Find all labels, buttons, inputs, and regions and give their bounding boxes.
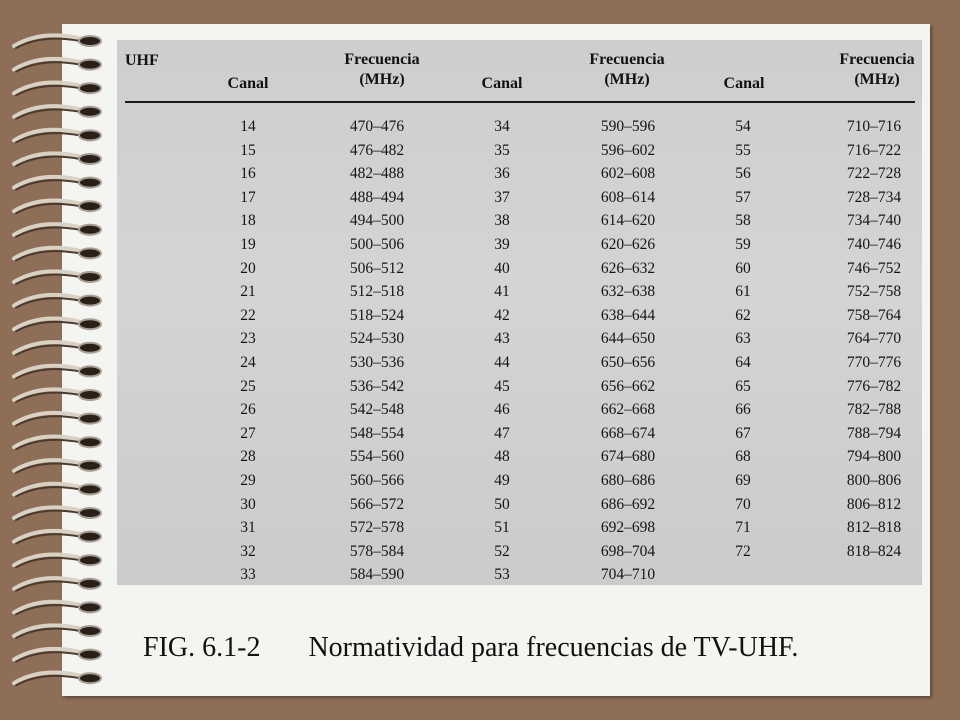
channel-cell: 66 <box>735 401 751 419</box>
channel-cell: 35 <box>494 141 510 159</box>
channel-cell: 30 <box>240 495 256 513</box>
frequency-cell: 476–482 <box>349 141 405 159</box>
channel-cell: 23 <box>240 330 256 348</box>
frequency-cell: 488–494 <box>349 188 405 206</box>
channel-cell: 65 <box>735 377 751 395</box>
frequency-cell: 668–674 <box>600 424 656 442</box>
spiral-coil <box>14 507 101 520</box>
frequency-cell: 644–650 <box>600 330 656 348</box>
frequency-cell: 776–782 <box>846 377 902 395</box>
spiral-coil <box>14 83 101 96</box>
channel-cell: 55 <box>735 141 751 159</box>
spiral-coil <box>14 153 101 166</box>
frequency-cell: 566–572 <box>349 495 405 513</box>
header-frecuencia-label: Frecuencia <box>344 51 420 68</box>
channel-cell: 28 <box>240 448 256 466</box>
frequency-cell: 710–716 <box>846 118 902 135</box>
frequency-cell: 506–512 <box>349 259 405 277</box>
spiral-coil <box>14 389 101 402</box>
frequency-cell: 662–668 <box>600 401 656 419</box>
spiral-coil <box>14 673 101 686</box>
channel-cell: 52 <box>494 542 510 560</box>
channel-cell: 22 <box>240 306 256 324</box>
channel-cell: 21 <box>240 283 256 301</box>
frequency-cell: 524–530 <box>349 330 405 348</box>
channel-cell: 63 <box>735 330 751 348</box>
frequency-cell: 512–518 <box>349 283 405 301</box>
channel-cell: 61 <box>735 283 751 301</box>
frequency-cell: 800–806 <box>846 471 902 489</box>
frequency-cell: 692–698 <box>600 519 656 537</box>
spiral-coil <box>14 130 101 143</box>
frequency-cell: 626–632 <box>600 259 656 277</box>
channel-cell: 43 <box>494 330 510 348</box>
channel-cell: 27 <box>240 424 256 442</box>
spiral-coil <box>14 106 101 119</box>
frequency-cell: 812–818 <box>846 519 902 537</box>
channel-cell: 36 <box>494 165 510 183</box>
channel-cell: 68 <box>735 448 751 466</box>
frequency-cell: 578–584 <box>349 542 405 560</box>
channel-cell: 40 <box>494 259 510 277</box>
uhf-table <box>117 40 922 585</box>
channel-cell: 51 <box>494 519 510 537</box>
frequency-cell: 752–758 <box>846 283 902 301</box>
frequency-cell: 686–692 <box>600 495 656 513</box>
channel-cell: 26 <box>240 401 256 419</box>
frequency-cell: 734–740 <box>846 212 902 230</box>
frequency-cell: 746–752 <box>846 259 902 277</box>
figure-caption-text: Normatividad para frecuencias de TV-UHF. <box>308 632 799 663</box>
frequency-column-1 <box>332 115 422 587</box>
header-frecuencia-label: Frecuencia <box>839 51 915 68</box>
frequency-cell: 650–656 <box>600 353 656 371</box>
figure-caption <box>143 632 798 664</box>
frequency-cell: 518–524 <box>349 306 405 324</box>
spiral-coil <box>14 59 101 72</box>
channel-cell: 29 <box>240 471 256 489</box>
frequency-cell: 470–476 <box>349 118 405 135</box>
channel-cell: 20 <box>240 259 256 277</box>
channel-cell: 70 <box>735 495 751 513</box>
channel-cell: 17 <box>240 188 256 206</box>
channel-cell: 71 <box>735 519 751 537</box>
spiral-coil <box>14 625 101 638</box>
frequency-cell: 584–590 <box>349 566 405 584</box>
spiral-coil <box>14 366 101 379</box>
frequency-cell: 818–824 <box>846 542 902 560</box>
table-section-label: UHF <box>125 52 159 69</box>
channel-cell: 53 <box>494 566 510 584</box>
frequency-cell: 530–536 <box>349 353 405 371</box>
frequency-cell: 788–794 <box>846 424 902 442</box>
frequency-cell: 620–626 <box>600 235 656 253</box>
spiral-coil <box>14 484 101 497</box>
spiral-coil <box>14 531 101 544</box>
channel-cell: 32 <box>240 542 256 560</box>
spiral-coil <box>14 649 101 662</box>
frequency-cell: 602–608 <box>600 165 656 183</box>
frequency-cell: 482–488 <box>349 165 405 183</box>
spiral-coil <box>14 271 101 284</box>
channel-cell: 42 <box>494 306 510 324</box>
frequency-cell: 794–800 <box>846 448 902 466</box>
frequency-cell: 608–614 <box>600 188 656 206</box>
channel-cell: 39 <box>494 235 510 253</box>
channel-cell: 46 <box>494 401 510 419</box>
frequency-cell: 704–710 <box>600 566 656 584</box>
header-canal-3: Canal <box>723 75 765 92</box>
figure-number: FIG. 6.1-2 <box>143 632 261 663</box>
header-frecuencia-2 <box>572 50 682 90</box>
channel-cell: 58 <box>735 212 751 230</box>
frequency-column-2 <box>583 115 673 587</box>
header-frecuencia-1 <box>327 50 437 90</box>
channel-cell: 50 <box>494 495 510 513</box>
channel-cell: 18 <box>240 212 256 230</box>
channel-cell: 14 <box>240 118 256 135</box>
channel-cell: 72 <box>735 542 751 560</box>
header-rule <box>125 101 915 103</box>
spiral-coil <box>14 248 101 261</box>
frequency-cell: 674–680 <box>600 448 656 466</box>
channel-cell: 15 <box>240 141 256 159</box>
channel-cell: 47 <box>494 424 510 442</box>
frequency-cell: 494–500 <box>349 212 405 230</box>
spiral-coil <box>14 295 101 308</box>
header-frecuencia-3 <box>822 50 932 90</box>
spiral-coil <box>14 177 101 190</box>
header-frecuencia-label: Frecuencia <box>589 51 665 68</box>
frequency-cell: 632–638 <box>600 283 656 301</box>
canal-column-3 <box>698 115 788 563</box>
channel-cell: 31 <box>240 519 256 537</box>
channel-cell: 25 <box>240 377 256 395</box>
header-canal-1: Canal <box>227 75 269 92</box>
spiral-coil <box>14 413 101 426</box>
channel-cell: 56 <box>735 165 751 183</box>
channel-cell: 38 <box>494 212 510 230</box>
channel-cell: 44 <box>494 353 510 371</box>
channel-cell: 57 <box>735 188 751 206</box>
frequency-cell: 590–596 <box>600 118 656 135</box>
frequency-column-3 <box>829 115 919 563</box>
header-unit-label: (MHz) <box>604 71 650 88</box>
frequency-cell: 656–662 <box>600 377 656 395</box>
spiral-coil <box>14 319 101 332</box>
frequency-cell: 740–746 <box>846 235 902 253</box>
channel-cell: 69 <box>735 471 751 489</box>
spiral-coil <box>14 201 101 214</box>
frequency-cell: 722–728 <box>846 165 902 183</box>
frequency-cell: 542–548 <box>349 401 405 419</box>
frequency-cell: 680–686 <box>600 471 656 489</box>
frequency-cell: 500–506 <box>349 235 405 253</box>
spiral-coil <box>14 342 101 355</box>
frequency-cell: 728–734 <box>846 188 902 206</box>
channel-cell: 59 <box>735 235 751 253</box>
channel-cell: 60 <box>735 259 751 277</box>
spiral-binding-icon <box>0 0 110 720</box>
spiral-coil <box>14 602 101 615</box>
spiral-coil <box>14 578 101 591</box>
spiral-coil <box>14 460 101 473</box>
frequency-cell: 560–566 <box>349 471 405 489</box>
frequency-cell: 806–812 <box>846 495 902 513</box>
channel-cell: 64 <box>735 353 751 371</box>
channel-cell: 33 <box>240 566 256 584</box>
frequency-cell: 764–770 <box>846 330 902 348</box>
frequency-cell: 770–776 <box>846 353 902 371</box>
frequency-cell: 638–644 <box>600 306 656 324</box>
channel-cell: 48 <box>494 448 510 466</box>
frequency-cell: 596–602 <box>600 141 656 159</box>
channel-cell: 37 <box>494 188 510 206</box>
frequency-cell: 548–554 <box>349 424 405 442</box>
canal-column-1 <box>203 115 293 587</box>
channel-cell: 24 <box>240 353 256 371</box>
spiral-coil <box>14 224 101 237</box>
channel-cell: 19 <box>240 235 256 253</box>
channel-cell: 62 <box>735 306 751 324</box>
canal-column-2 <box>457 115 547 587</box>
frequency-cell: 554–560 <box>349 448 405 466</box>
frequency-cell: 758–764 <box>846 306 902 324</box>
frequency-cell: 698–704 <box>600 542 656 560</box>
channel-cell: 67 <box>735 424 751 442</box>
spiral-coil <box>14 437 101 450</box>
frequency-cell: 716–722 <box>846 141 902 159</box>
channel-cell: 49 <box>494 471 510 489</box>
channel-cell: 41 <box>494 283 510 301</box>
channel-cell: 16 <box>240 165 256 183</box>
frequency-cell: 782–788 <box>846 401 902 419</box>
channel-cell: 54 <box>735 118 751 135</box>
frequency-cell: 572–578 <box>349 519 405 537</box>
frequency-cell: 614–620 <box>600 212 656 230</box>
header-unit-label: (MHz) <box>854 71 900 88</box>
frequency-cell: 536–542 <box>349 377 405 395</box>
spiral-coil <box>14 555 101 568</box>
header-unit-label: (MHz) <box>359 71 405 88</box>
channel-cell: 45 <box>494 377 510 395</box>
channel-cell: 34 <box>494 118 510 135</box>
header-canal-2: Canal <box>481 75 523 92</box>
spiral-coil <box>14 35 101 48</box>
